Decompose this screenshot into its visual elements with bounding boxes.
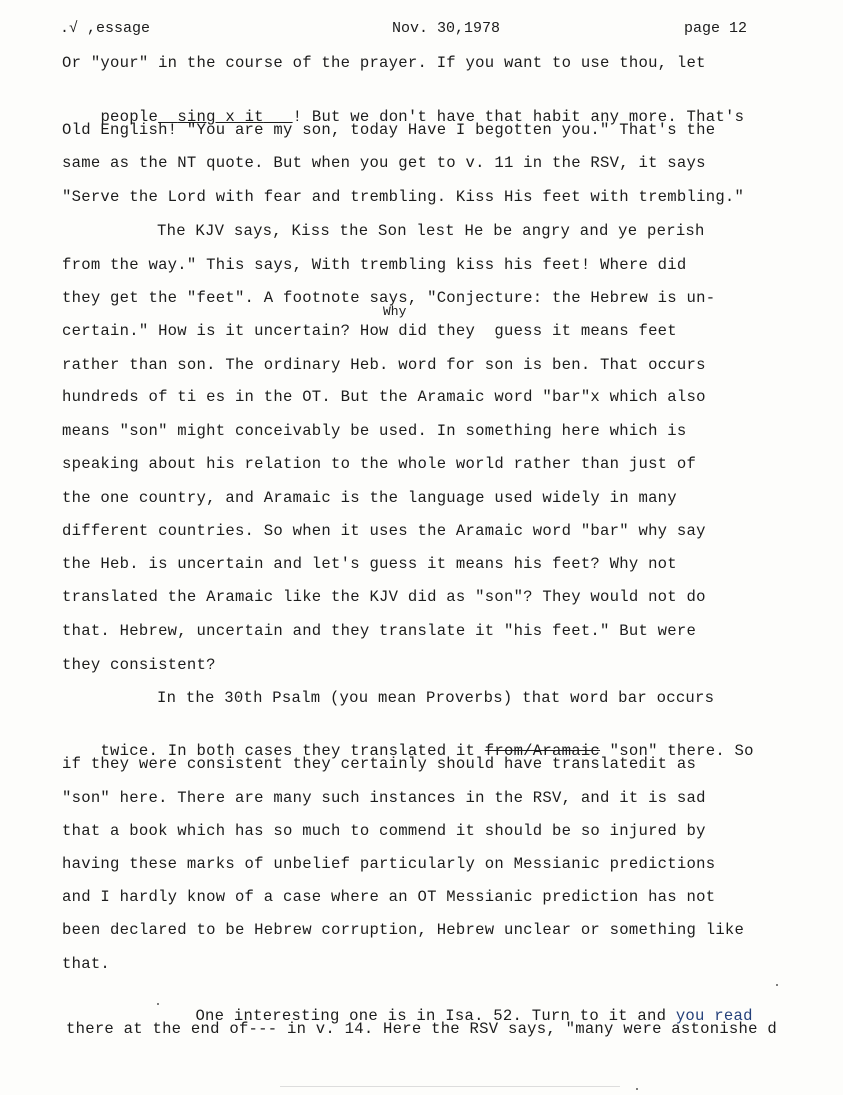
text-line: speaking about his relation to the whole world rather than just of <box>62 455 697 473</box>
text-line: means "son" might conceivably be used. In something here which is <box>62 422 687 440</box>
header-date: Nov. 30,1978 <box>392 20 501 37</box>
inserted-word: Why <box>383 304 407 319</box>
header-page-number: page 12 <box>684 20 748 37</box>
text-line: they get the "feet". A footnote says, "Conjecture: the Hebrew is un- <box>62 289 716 307</box>
struck-out-text: from/Aramaic <box>484 742 601 760</box>
ink-speck <box>636 1088 638 1090</box>
faint-rule <box>280 1086 620 1087</box>
handwritten-fill: sing x it <box>177 108 264 126</box>
line-segment: ! But we don't have that habit any more. That's <box>292 108 745 126</box>
text-line: having these marks of unbelief particularly on Messianic predictions <box>62 855 716 873</box>
text-line: Or "your" in the course of the prayer. If you want to use thou, let <box>62 54 706 72</box>
text-line: translated the Aramaic like the KJV did as "son"? They would not do <box>62 588 706 606</box>
text-line: the one country, and Aramaic is the language used widely in many <box>62 489 677 507</box>
text-line: that. <box>62 955 111 973</box>
text-line: been declared to be Hebrew corruption, Hebrew unclear or something like <box>62 921 745 939</box>
text-line: certain." How is it uncertain? How did they guess it means feet <box>62 322 677 340</box>
ink-speck <box>776 984 778 986</box>
text-line: In the 30th Psalm (you mean Proverbs) that word bar occurs <box>157 689 715 707</box>
text-line: The KJV says, Kiss the Son lest He be angry and ye perish <box>157 222 705 240</box>
text-line: from the way." This says, With trembling kiss his feet! Where did <box>62 256 687 274</box>
text-line: Old English! "You are my son, today Have I begotten you." That's the <box>62 121 716 139</box>
text-line: hundreds of ti es in the OT. But the Aramaic word "bar"x which also <box>62 388 706 406</box>
ink-speck <box>157 1003 159 1005</box>
text-line: that a book which has so much to commend it should be so injured by <box>62 822 706 840</box>
text-line: and I hardly know of a case where an OT Messianic prediction has not <box>62 888 716 906</box>
text-line: that. Hebrew, uncertain and they translate it "his feet." But were <box>62 622 697 640</box>
line-segment: people <box>100 108 159 126</box>
text-line: "son" here. There are many such instances in the RSV, and it is sad <box>62 789 706 807</box>
text-line: there at the end of--- in v. 14. Here the RSV says, "many were astonishe d <box>66 1020 777 1038</box>
text-line: if they were consistent they certainly should have translatedit as <box>62 755 697 773</box>
header-title: .√ ,essage <box>60 20 151 37</box>
text-line: different countries. So when it uses the Aramaic word "bar" why say <box>62 522 706 540</box>
page-header <box>0 20 843 42</box>
text-line: the Heb. is uncertain and let's guess it means his feet? Why not <box>62 555 677 573</box>
line-segment: twice. In both cases they translated it <box>100 742 476 760</box>
line-segment: you read <box>675 1007 753 1025</box>
line-segment: "son" there. So <box>600 742 754 760</box>
text-line: "Serve the Lord with fear and trembling. Kiss His feet with trembling." <box>62 188 745 206</box>
text-line: rather than son. The ordinary Heb. word for son is ben. That occurs <box>62 356 706 374</box>
text-line: same as the NT quote. But when you get to v. 11 in the RSV, it says <box>62 154 706 172</box>
line-segment: One interesting one is in Isa. 52. Turn to it and <box>195 1007 667 1025</box>
text-line: they consistent? <box>62 656 216 674</box>
